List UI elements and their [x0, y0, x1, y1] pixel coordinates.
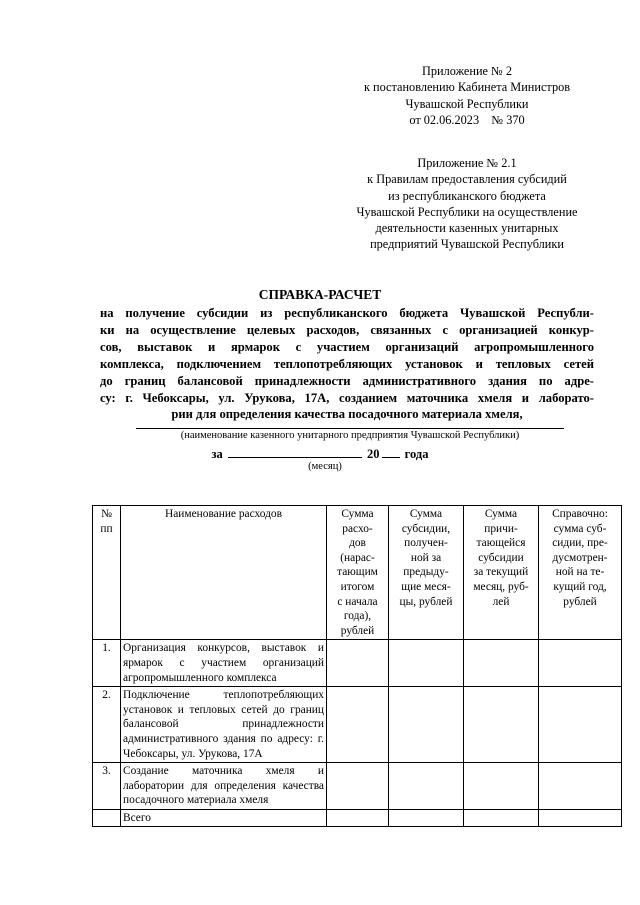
- header-line: тающейся: [476, 537, 526, 550]
- organization-name-line: [136, 428, 564, 429]
- header-line: Справочно:: [552, 508, 608, 520]
- table-total-row: [93, 809, 622, 827]
- appendix-2-1-line: предприятий Чувашской Республики: [370, 237, 564, 252]
- header-line: кущий год,: [553, 580, 607, 593]
- header-line: Сумма: [341, 508, 374, 520]
- appendix-2-line: от 02.06.2023 № 370: [409, 112, 525, 127]
- cell-subsidy-due: [464, 809, 539, 827]
- row-number: 1.: [93, 640, 121, 687]
- row-expense-name: Организация конкурсов, выставок и ярмарок с участием организаций агропромышленного комплекса: [121, 640, 327, 687]
- document-title: СПРАВКА-РАСЧЕТ: [258, 287, 382, 302]
- appendix-2-1-line: к Правилам предоставления субсидий: [367, 172, 567, 187]
- header-line: сумма суб-: [553, 522, 607, 535]
- calculation-table: [92, 505, 622, 827]
- table-row: [93, 687, 622, 763]
- header-line: предыду-: [403, 566, 449, 579]
- month-caption: (месяц): [308, 461, 342, 472]
- cell-expense-amount: [327, 763, 389, 810]
- subtitle-line: сов, выставок и ярмарок с участием организаций агропромышленного: [100, 339, 594, 354]
- row-expense-name: Всего: [121, 809, 327, 827]
- cell-subsidy-received: [389, 640, 464, 687]
- row-number: 3.: [93, 763, 121, 810]
- appendix-2-1-line: Приложение № 2.1: [417, 156, 517, 170]
- header-line: за текущий: [473, 566, 529, 579]
- subtitle-line: ки на осуществление целевых расходов, связанных с организацией конкур-: [100, 322, 594, 337]
- header-line: тающим: [337, 566, 378, 579]
- header-line: сидии, пре-: [552, 537, 608, 550]
- cell-subsidy-received: [389, 763, 464, 810]
- cell-subsidy-received: [389, 809, 464, 827]
- row-number: [93, 809, 121, 827]
- header-line: щие меся-: [401, 580, 451, 593]
- appendix-2-line: к постановлению Кабинета Министров: [363, 80, 571, 95]
- appendix-2-1-line: деятельности казенных унитарных: [375, 221, 559, 236]
- subtitle-line: до границ балансовой принадлежности административного здания по адре-: [100, 373, 594, 388]
- organization-caption: (наименование казенного унитарного предприятия Чувашской Республики): [180, 430, 520, 441]
- header-line: пп: [100, 522, 113, 535]
- cell-subsidy-due: [464, 640, 539, 687]
- header-line: Сумма: [409, 508, 443, 520]
- cell-subsidy-planned: [539, 763, 622, 810]
- subtitle-line: су: г. Чебоксары, ул. Урукова, 17А, созданием маточника хмеля и лаборато-: [100, 390, 594, 405]
- header-line: Наименование расходов: [165, 508, 282, 520]
- cell-subsidy-due: [464, 763, 539, 810]
- appendix-2-header: [330, 63, 604, 128]
- table-row: [93, 763, 622, 810]
- year-prefix: 20: [367, 447, 380, 461]
- header-line: причи-: [484, 522, 518, 535]
- subtitle-line: на получение субсидии из республиканского бюджета Чувашской Республи-: [100, 306, 594, 320]
- header-expense-amount: [327, 506, 389, 640]
- header-number: [93, 506, 121, 640]
- header-line: расхо-: [342, 522, 373, 535]
- cell-subsidy-planned: [539, 687, 622, 763]
- subtitle-line: рии для определения качества посадочного материала хмеля,: [171, 407, 523, 422]
- appendix-2-1-line: из республиканского бюджета: [388, 188, 546, 203]
- header-line: рублей: [340, 624, 375, 637]
- header-line: года),: [343, 610, 372, 623]
- header-subsidy-due: [464, 506, 539, 640]
- header-line: ной за: [410, 551, 442, 564]
- row-expense-name: Подключение теплопотребляющих установок и тепловых сетей до границ балансовой принадлежности административного здания по адресу: г. Чебоксары, ул. Урукова, 17А: [121, 687, 327, 763]
- appendix-2-1-line: Чувашской Республики на осуществление: [356, 204, 578, 219]
- cell-expense-amount: [327, 687, 389, 763]
- table-row: [93, 640, 622, 687]
- period-line: [0, 445, 640, 462]
- header-line: субсидии: [478, 551, 524, 564]
- header-line: субсидии,: [401, 522, 451, 535]
- document-subtitle: [100, 305, 594, 423]
- header-line: ной на те-: [555, 566, 605, 579]
- header-line: получен-: [404, 537, 448, 550]
- header-line: с начала: [337, 595, 378, 608]
- header-line: рублей: [563, 595, 597, 608]
- cell-subsidy-due: [464, 687, 539, 763]
- cell-subsidy-received: [389, 687, 464, 763]
- row-expense-name: Создание маточника хмеля и лаборатории для определения качества посадочного материала хмеля: [121, 763, 327, 810]
- row-number: 2.: [93, 687, 121, 763]
- header-line: месяц, руб-: [473, 580, 529, 593]
- header-line: (нарас-: [340, 551, 375, 564]
- appendix-2-line: Чувашской Республики: [405, 96, 529, 111]
- table-header-row: [93, 506, 622, 640]
- header-line: дусмотрен-: [552, 551, 608, 564]
- header-line: цы, рублей: [399, 595, 453, 608]
- subtitle-line: комплекса, подключением теплопотребляющих установок и тепловых сетей: [100, 356, 594, 371]
- cell-expense-amount: [327, 809, 389, 827]
- period-prefix: за: [211, 447, 223, 461]
- header-line: лей: [492, 595, 510, 608]
- header-expense-name: [121, 506, 327, 640]
- appendix-2-line: Приложение № 2: [421, 64, 513, 78]
- header-subsidy-received: [389, 506, 464, 640]
- period-suffix: года: [404, 447, 429, 461]
- year-blank: [382, 445, 400, 458]
- header-line: итогом: [340, 580, 375, 593]
- header-line: дов: [349, 537, 366, 550]
- header-line: №: [101, 508, 112, 520]
- appendix-2-1-header: [318, 155, 616, 253]
- month-blank: [228, 445, 362, 458]
- header-line: Сумма: [484, 508, 518, 520]
- cell-subsidy-planned: [539, 640, 622, 687]
- header-subsidy-planned: [539, 506, 622, 640]
- cell-expense-amount: [327, 640, 389, 687]
- cell-subsidy-planned: [539, 809, 622, 827]
